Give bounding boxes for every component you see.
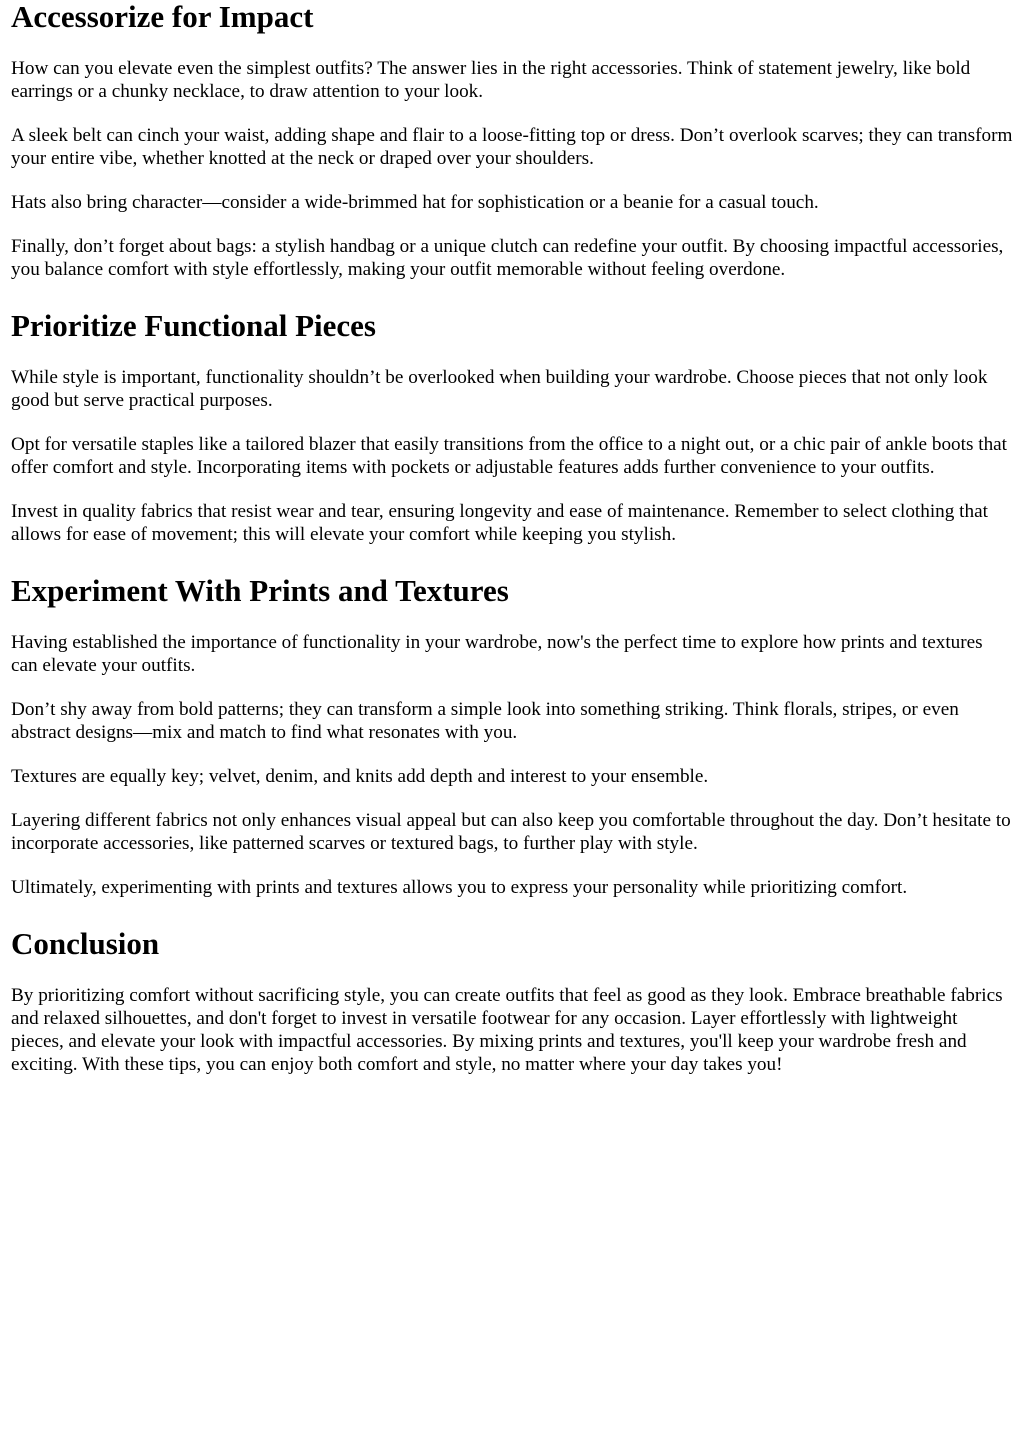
section-heading: Conclusion [11, 925, 160, 961]
section-conclusion [11, 926, 1013, 1077]
section-heading: Accessorize for Impact [11, 0, 314, 34]
paragraph: Layering different fabrics not only enhances visual appeal but can also keep you comfortable throughout the day. Don’t hesitate to incorporate accessories, like patterned scarves or textured bags, to further play with style. [11, 809, 1011, 854]
paragraph: Finally, don’t forget about bags: a stylish handbag or a unique clutch can redefine your outfit. By choosing impactful accessories, you balance comfort with style effortlessly, making your outfit memorable without feeling overdone. [11, 235, 1004, 280]
section-functional [11, 308, 1013, 546]
paragraph: While style is important, functionality shouldn’t be overlooked when building your wardrobe. Choose pieces that not only look good but serve practical purposes. [11, 366, 988, 412]
section-accessorize [11, 0, 1013, 281]
section-heading: Experiment With Prints and Textures [11, 573, 509, 609]
paragraph: A sleek belt can cinch your waist, adding shape and flair to a loose-fitting top or dress. Don’t overlook scarves; they can transform your entire vibe, whether knotted at the neck or draped over your shoulders. [11, 124, 1013, 170]
section-heading: Prioritize Functional Pieces [11, 307, 376, 343]
paragraph: Invest in quality fabrics that resist wear and tear, ensuring longevity and ease of maintenance. Remember to select clothing that allows for ease of movement; this will elevate your comfort while keeping you stylish. [11, 500, 988, 545]
paragraph: Don’t shy away from bold patterns; they can transform a simple look into something striking. Think florals, stripes, or even abstract designs—mix and match to find what resonates with you. [11, 699, 959, 744]
paragraph: By prioritizing comfort without sacrificing style, you can create outfits that feel as good as they look. Embrace breathable fabrics and relaxed silhouettes, and don't forget to invest in versatile footwear for any occasion. Layer effortlessly with lightweight pieces, and elevate your look with impactful accessories. By mixing prints and textures, you'll keep your wardrobe fresh and exciting. With these tips, you can enjoy both comfort and style, no matter where your day takes you! [11, 984, 1003, 1076]
paragraph: Opt for versatile staples like a tailored blazer that easily transitions from the office to a night out, or a chic pair of ankle boots that offer comfort and style. Incorporating items with pockets or adjustable features adds further convenience to your outfits. [11, 433, 1008, 479]
paragraph: Hats also bring character—consider a wide-brimmed hat for sophistication or a beanie for a casual touch. [11, 191, 819, 213]
section-prints-textures [11, 573, 1013, 899]
paragraph: Having established the importance of functionality in your wardrobe, now's the perfect time to explore how prints and textures can elevate your outfits. [11, 632, 983, 677]
paragraph: How can you elevate even the simplest outfits? The answer lies in the right accessories. Think of statement jewelry, like bold earrings or a chunky necklace, to draw attention to your look. [11, 58, 971, 103]
paragraph: Ultimately, experimenting with prints and textures allows you to express your personality while prioritizing comfort. [11, 876, 908, 898]
paragraph: Textures are equally key; velvet, denim, and knits add depth and interest to your ensemble. [11, 765, 709, 787]
